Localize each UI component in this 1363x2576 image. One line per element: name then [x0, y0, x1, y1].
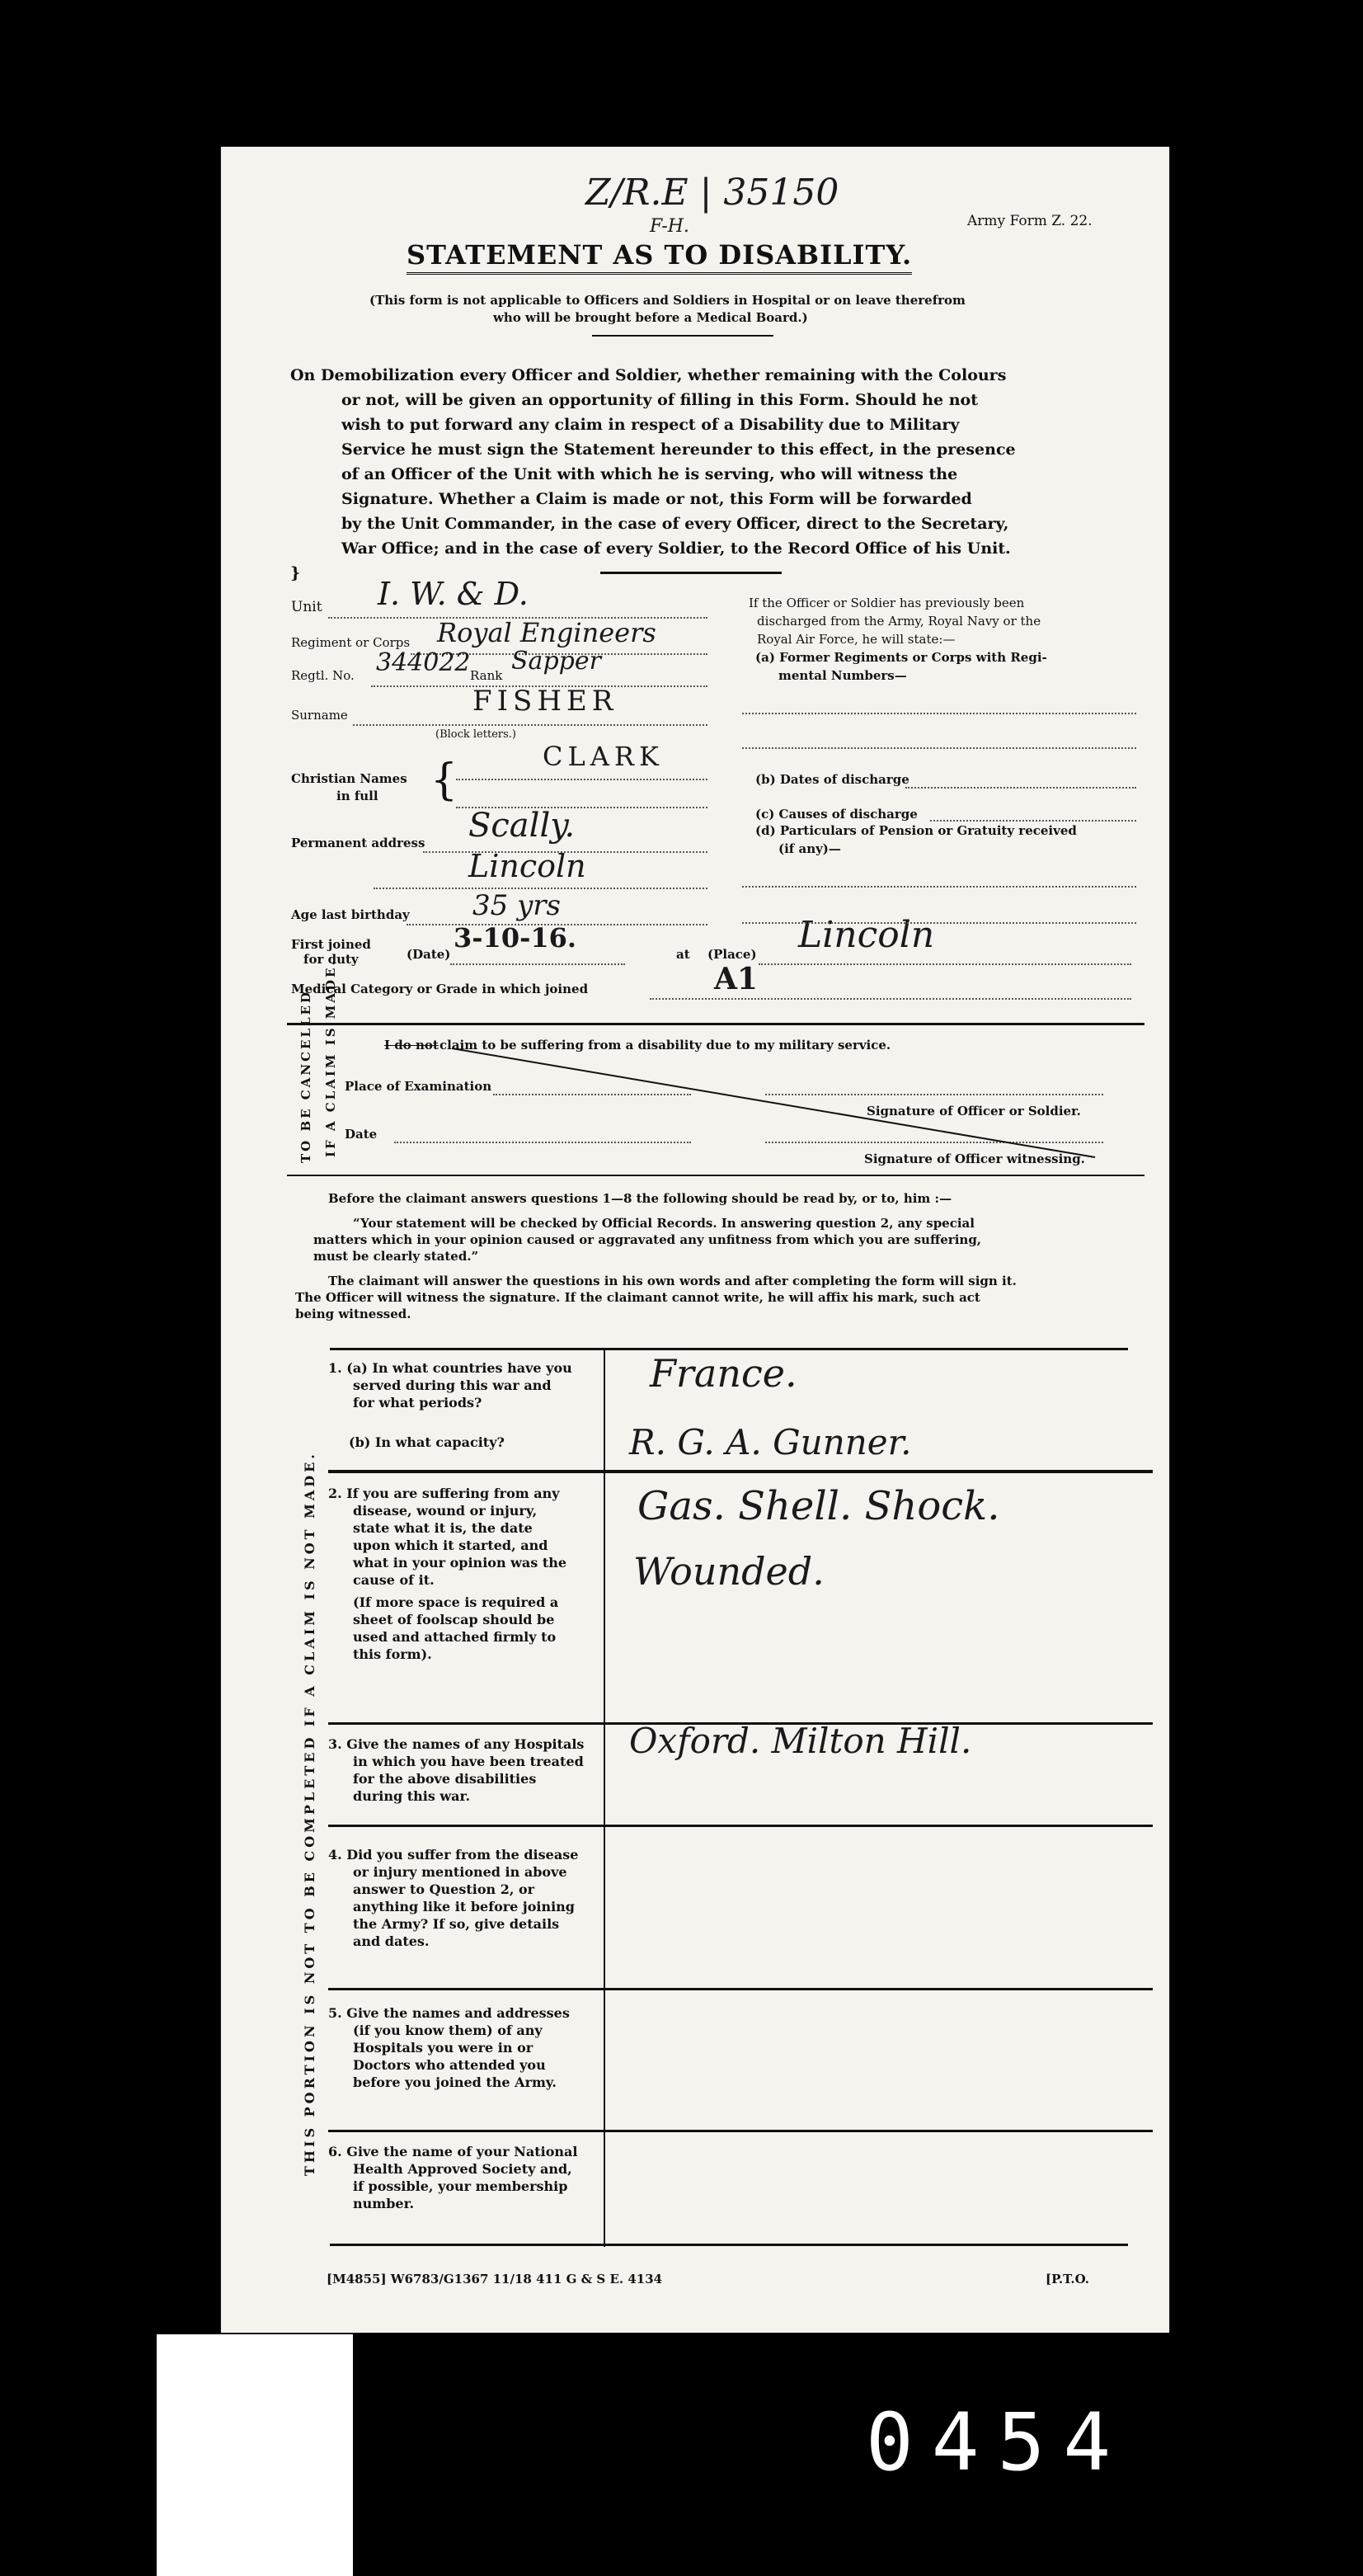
at-label: at — [676, 947, 690, 962]
question-line: upon which it started, and — [353, 1538, 548, 1553]
question-line: 6. Give the name of your National — [328, 2144, 578, 2159]
instructions-para-2: The Officer will witness the signature. If the claimant cannot write, he will affix his mark, such act — [295, 1290, 980, 1305]
disability-form: Z/R.E | 35150 F-H. Army Form Z. 22. STATEMENT AS TO DISABILITY. (This form is not applicable to Officers and Soldiers in Hospital or on leave therefrom who will be brought before a Medical Board.) On Demobilization every Officer and Soldier, whether remaining with the Colours or not, will be given an opportunity of filling in this Form. Should he not wish to put forward any claim in respect of a Disability due to Military Service he must sign the Statement hereunder to this effect, in the presence of an Officer of the Unit with which he is serving, who will witness the Signature. Whether a Claim is made or not, this Form will be forwarded by the Unit Commander, in the case of every Officer, direct to the Secretary, War Office; and in the case of every Soldier, to the Record Office of his Unit. } Unit I. W. & D. Regiment or Corps Royal Engineers Regtl. No. 344022 Rank Sapper Surname FISHER (Block letters.) Christian Names in full { CLARK Permanent address Scally. Lincoln Age last birthday 35 yrs First joined for duty (Date) 3-10-16. at (Place) Lincoln Medical Category or Grade in which joined A1 If the Officer or Soldier has previously been discharged from the Army, Royal Navy or the Royal Air Force, he will state:— (a) Former Regiments or Corps with Regi- mental Numbers— (b) Dates of discharge (c) Causes of discharge (d) Particulars of Pension or Gratuity received (if any)— TO BE CANCELLED IF A CLAIM IS MADE. I do not claim to be suffering from a disability due to my military service. Place of Examination Signature of Officer or Soldier. Date Signature of Officer witnessing. Before the claimant answers questions 1—8 the following should be read by, or to, him :— “Your statement will be checked by Official Records. In answering question 2, any special matters which in your opinion caused or aggravated any unfitness from which you are suffering, must be clearly stated.” The claimant will answer the questions in his own words and after completing the form will sign it. The Officer will witness the signature. If the claimant cannot write, he will affix his mark, such act being witnessed. THIS PORTION IS NOT TO BE COMPLETED IF A CLAIM IS NOT MADE. 1. (a) In what countries have you served during this war and for what periods? France. (b) In what capacity? R. G. A. Gunner. 2. If you are suffering from any disease, wound or injury, state what it is, the date upon which it started, and what in your opinion was the cause of it. (If more space is required a sheet of foolscap should be used and attached firmly to this form). Gas. Shell. Shock. Wounded. 3. Give the names of any Hospitals in which you have been treated for the above disabilities during this war. Oxford. Milton Hill. 4. Did you suffer from the disease or injury mentioned in above answer to Question 2, or anything like it before joining the Army? If so, give details and dates. 5. Give the names and addresses (if you know them) of any Hospitals you were in or Doctors who attended you before you joined the Army. 6. Give the name of your National Health Approved Society and, if possible, your membership number. [M4855] W6783/G1367 11/18 411 G & S E. 4134 [P.T.O. — [221, 147, 1169, 2333]
unit-label: Unit — [291, 599, 322, 615]
place-of-examination-label: Place of Examination — [345, 1079, 492, 1094]
question-line: answer to Question 2, or — [353, 1881, 535, 1897]
cancel-date-label: Date — [345, 1127, 378, 1142]
answer-2: Gas. Shell. Shock. — [637, 1483, 1000, 1529]
intro-line: of an Officer of the Unit with which he is serving, who will witness the — [341, 465, 958, 483]
previous-a-2: mental Numbers— — [778, 668, 907, 683]
date-label: (Date) — [407, 947, 451, 962]
question-6 — [328, 2143, 577, 2212]
footer-pto: [P.T.O. — [1046, 2272, 1089, 2286]
rank-value: Sapper — [511, 647, 601, 676]
question-line: in which you have been treated — [353, 1754, 584, 1769]
question-line: for the above disabilities — [353, 1771, 537, 1787]
regtl-no-label: Regtl. No. — [291, 668, 355, 683]
question-line: 5. Give the names and addresses — [328, 2005, 570, 2021]
question-line: before you joined the Army. — [353, 2074, 557, 2090]
question-line: disease, wound or injury, — [353, 1503, 538, 1519]
instructions-para-3: being witnessed. — [295, 1307, 411, 1321]
previous-c: (c) Causes of discharge — [755, 807, 918, 822]
christian-names-value: CLARK — [543, 741, 664, 772]
previous-intro-3: Royal Air Force, he will state:— — [757, 632, 956, 647]
question-line: served during this war and — [353, 1377, 552, 1393]
christian-names-label-2: in full — [336, 789, 378, 803]
regtl-no-value: 344022 — [376, 648, 471, 677]
question-line: or injury mentioned in above — [353, 1864, 567, 1880]
question-5 — [328, 2004, 570, 2091]
subtitle-line-1: (This form is not applicable to Officers and Soldiers in Hospital or on leave therefrom — [369, 293, 966, 308]
signature-witness-label: Signature of Officer witnessing. — [864, 1151, 1085, 1166]
previous-b: (b) Dates of discharge — [755, 772, 909, 787]
question-line: Health Approved Society and, — [353, 2161, 572, 2177]
age-value: 35 yrs — [472, 889, 561, 922]
instructions-quote-3: must be clearly stated.” — [313, 1249, 479, 1264]
question-line: 2. If you are suffering from any — [328, 1486, 560, 1501]
question-line: during this war. — [353, 1788, 471, 1804]
question-4 — [328, 1846, 578, 1950]
regiment-label: Regiment or Corps — [291, 635, 411, 650]
handwritten-reference-sub: F-H. — [650, 216, 689, 237]
question-line: this form). — [353, 1646, 432, 1662]
address-value-2: Lincoln — [468, 848, 586, 884]
regiment-value: Royal Engineers — [437, 617, 656, 648]
intro-line: wish to put forward any claim in respect of a Disability due to Military — [341, 416, 960, 434]
question-line: 3. Give the names of any Hospitals — [328, 1736, 585, 1752]
address-value-1: Scally. — [468, 807, 576, 845]
signature-soldier-label: Signature of Officer or Soldier. — [867, 1104, 1081, 1118]
intro-line: Signature. Whether a Claim is made or not, this Form will be forwarded — [341, 490, 972, 508]
footer-print-code: [M4855] W6783/G1367 11/18 411 G & S E. 4134 — [327, 2272, 663, 2286]
answer-3: Oxford. Milton Hill. — [629, 1721, 972, 1761]
question-line: what in your opinion was the — [353, 1555, 567, 1571]
joined-place-value: Lincoln — [798, 914, 935, 956]
first-joined-label: First joined — [291, 937, 371, 952]
handwritten-reference: Z/R.E | 35150 — [585, 172, 839, 214]
instructions-quote-2: matters which in your opinion caused or aggravated any unfitness from which you are suffering, — [313, 1232, 982, 1247]
instructions-para-1: The claimant will answer the questions in his own words and after completing the form will sign it. — [328, 1274, 1017, 1288]
previous-intro-1: If the Officer or Soldier has previously been — [749, 596, 1025, 610]
surname-value: FISHER — [472, 685, 618, 718]
question-line: sheet of foolscap should be — [353, 1612, 555, 1627]
question-2 — [328, 1485, 566, 1663]
instructions-quote-1: “Your statement will be checked by Official Records. In answering question 2, any special — [353, 1216, 975, 1231]
question-line: (If more space is required a — [353, 1594, 559, 1610]
surname-label: Surname — [291, 708, 348, 723]
previous-d-2: (if any)— — [778, 841, 841, 856]
intro-line: On Demobilization every Officer and Soldier, whether remaining with the Colours — [290, 366, 1007, 384]
question-line: the Army? If so, give details — [353, 1916, 560, 1932]
block-letters-note: (Block letters.) — [435, 728, 516, 741]
question-line: 4. Did you suffer from the disease — [328, 1847, 579, 1863]
subtitle-line-2: who will be brought before a Medical Board.) — [493, 310, 808, 325]
form-number: Army Form Z. 22. — [967, 213, 1093, 229]
question-line: for what periods? — [353, 1395, 482, 1410]
rank-label: Rank — [470, 668, 503, 683]
question-line: (if you know them) of any — [353, 2023, 543, 2038]
struck-text: I do not — [384, 1038, 439, 1053]
question-line: anything like it before joining — [353, 1899, 575, 1914]
question-line: number. — [353, 2196, 415, 2211]
question-line: Doctors who attended you — [353, 2057, 546, 2073]
instructions-line: Before the claimant answers questions 1—8 the following should be read by, or to, him :— — [328, 1191, 952, 1206]
cancel-side-label-1: TO BE CANCELLED — [298, 990, 313, 1163]
first-joined-label-2: for duty — [303, 952, 359, 967]
intro-line: or not, will be given an opportunity of filling in this Form. Should he not — [341, 391, 978, 409]
christian-names-label: Christian Names — [291, 771, 407, 786]
question-line: Hospitals you were in or — [353, 2040, 533, 2056]
intro-line: Service he must sign the Statement hereunder to this effect, in the presence — [341, 440, 1016, 459]
medical-category-value: A1 — [714, 962, 758, 996]
previous-intro-2: discharged from the Army, Royal Navy or the — [757, 614, 1041, 629]
cancellation-strike-line — [452, 1042, 1112, 1166]
question-line: used and attached firmly to — [353, 1629, 557, 1645]
intro-paragraph: On Demobilization every Officer and Soldier, whether remaining with the Colours or not, will be given an opportunity of filling in this Form. Should he not wish to put forward any claim in respect of a Disability due to Military Service he must sign the Statement hereunder to this effect, in the presence of an Officer of the Unit with which he is serving, who will witness the Signature. Whether a Claim is made or not, this Form will be forwarded by the Unit Commander, in the case of every Officer, direct to the Secretary, War Office; and in the case of every Soldier, to the Record Office of his Unit. } — [290, 363, 1148, 586]
previous-d-1: (d) Particulars of Pension or Gratuity received — [755, 823, 1077, 838]
cancel-side-label-2: IF A CLAIM IS MADE. — [323, 958, 338, 1157]
question-1b: (b) In what capacity? — [349, 1434, 505, 1450]
claim-statement: claim to be suffering from a disability due to my military service. — [439, 1038, 891, 1053]
previous-a-1: (a) Former Regiments or Corps with Regi- — [755, 650, 1047, 665]
question-line: 1. (a) In what countries have you — [328, 1360, 572, 1376]
answer-1b: R. G. A. Gunner. — [629, 1422, 912, 1462]
question-line: cause of it. — [353, 1572, 435, 1588]
questions-side-label: THIS PORTION IS NOT TO BE COMPLETED IF A CLAIM IS NOT MADE. — [302, 1451, 317, 2176]
question-1a — [328, 1359, 572, 1411]
place-label: (Place) — [707, 947, 757, 962]
unit-value: I. W. & D. — [378, 576, 529, 612]
question-line: state what it is, the date — [353, 1520, 533, 1536]
answer-2-line-2: Wounded. — [633, 1549, 825, 1594]
question-3 — [328, 1735, 584, 1805]
question-line: if possible, your membership — [353, 2178, 568, 2194]
joined-date-value: 3-10-16. — [454, 922, 577, 954]
answer-1a: France. — [650, 1351, 797, 1396]
question-line: and dates. — [353, 1933, 430, 1949]
medical-category-label: Medical Category or Grade in which joined — [291, 982, 589, 996]
page-title: STATEMENT AS TO DISABILITY. — [407, 239, 912, 275]
intro-line: by the Unit Commander, in the case of every Officer, direct to the Secretary, — [341, 515, 1009, 533]
intro-line: War Office; and in the case of every Soldier, to the Record Office of his Unit. — [341, 539, 1011, 558]
white-card — [157, 2334, 353, 2576]
frame-number: 0454 — [866, 2396, 1130, 2489]
address-label: Permanent address — [291, 836, 425, 850]
age-label: Age last birthday — [291, 907, 410, 922]
